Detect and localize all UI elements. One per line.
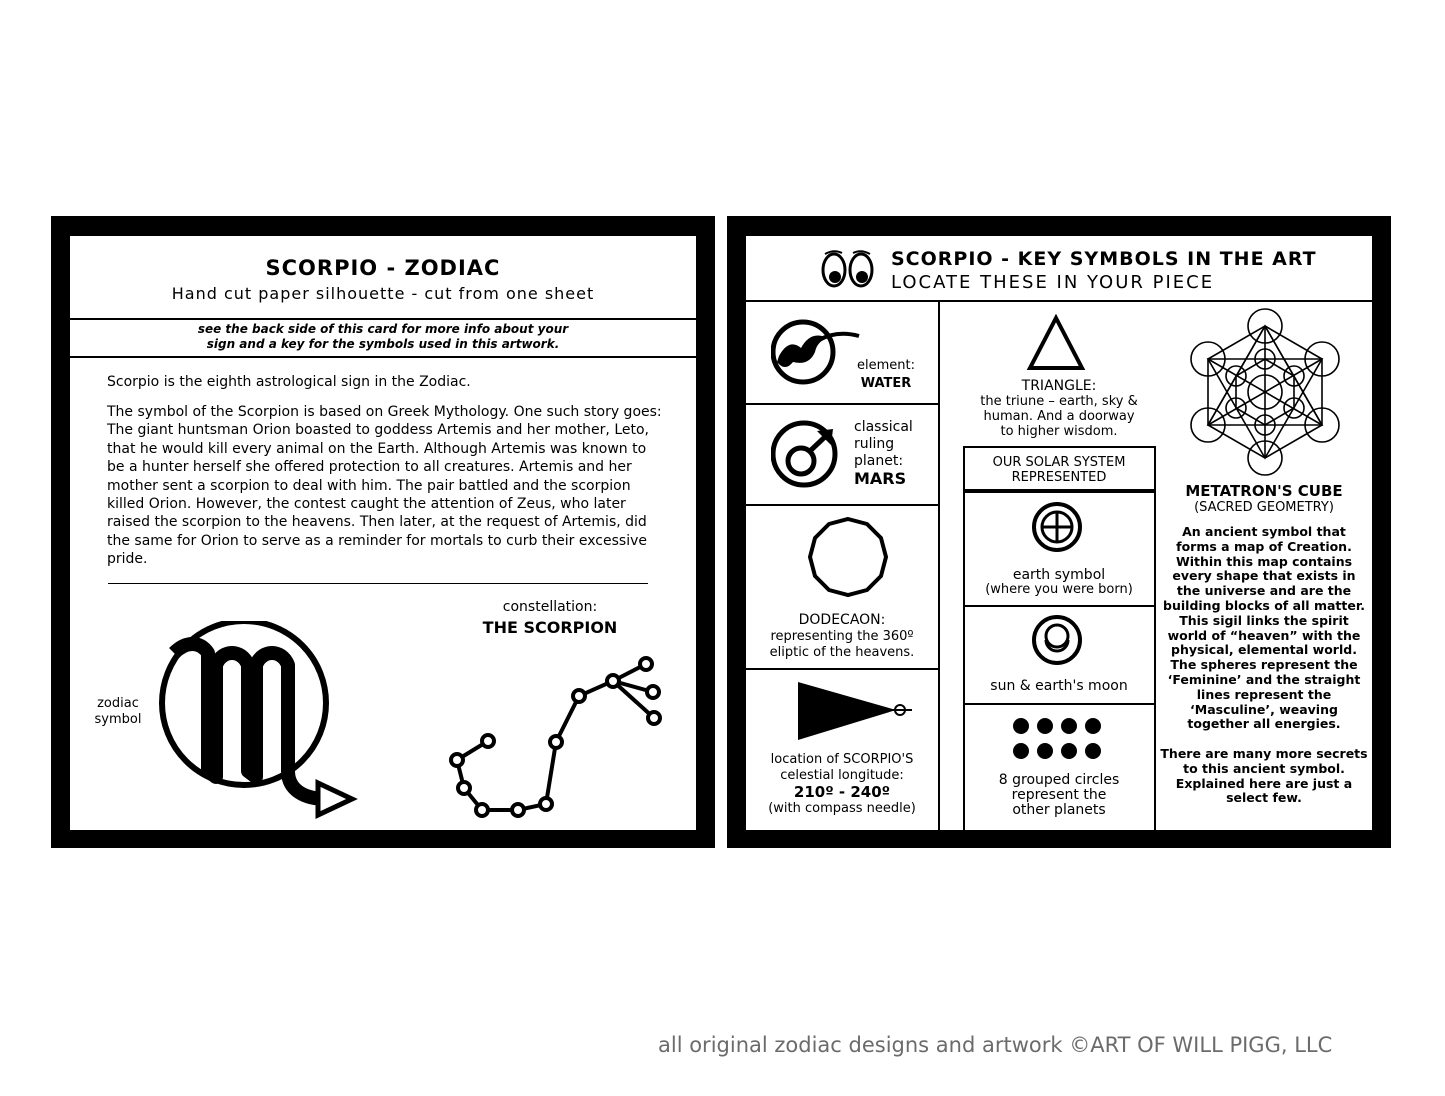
left-card: [51, 216, 715, 848]
metatrons-cube-icon: [1189, 306, 1341, 478]
story-paragraph: The symbol of the Scorpion is based on Greek Mythology. One such story goes: The giant huntsman Orion boasted to goddess Artemis and her mother, Leto, that he would kill every animal on the Earth. Although Artemis was known to be a hunter herself she offered protection to all creatures. Artemis and her mother sent a scorpion to deal with him. The pair battled and the scorpion killed Orion. However, the contest caught the attention of Zeus, who later raised the scorpion to the heavens. Then later, at the request of Artemis, did the same for Orion to serve as a reminder for mortals to curb their excessive pride.: [107, 404, 662, 568]
divider: [108, 583, 648, 584]
triangle-icon: [1026, 314, 1086, 372]
back-side-note-1: see the back side of this card for more info about your: [197, 322, 569, 336]
triangle-title: TRIANGLE:: [1021, 378, 1097, 394]
metatron-line: This sigil links the spirit: [1179, 612, 1349, 628]
compass-needle-icon: [796, 680, 916, 744]
planets-line-1: 8 grouped circles: [998, 772, 1120, 788]
metatron-line: lines represent the: [1196, 686, 1332, 702]
location-note: (with compass needle): [768, 801, 916, 816]
divider: [746, 300, 1372, 302]
right-card-title: SCORPIO - KEY SYMBOLS IN THE ART: [891, 248, 1317, 270]
scorpion-constellation-icon: [440, 628, 670, 828]
left-card-inner: [70, 236, 696, 830]
metatron-line: forms a map of Creation.: [1176, 538, 1352, 554]
metatron-subtitle: (SACRED GEOMETRY): [1194, 500, 1334, 515]
zodiac-label: zodiac symbol: [94, 696, 142, 727]
metatron-line: select few.: [1226, 790, 1302, 806]
metatron-line: An ancient symbol that: [1182, 524, 1346, 539]
divider: [70, 356, 696, 358]
earth-note: (where you were born): [985, 582, 1133, 597]
constellation-name: THE SCORPION: [482, 618, 618, 637]
right-card-subtitle: LOCATE THESE IN YOUR PIECE: [891, 272, 1215, 293]
divider: [746, 504, 938, 506]
mars-icon: [771, 419, 841, 491]
metatron-line: the universe and are the: [1176, 583, 1352, 599]
element-value: WATER: [860, 376, 912, 391]
eyes-icon: [820, 248, 876, 290]
back-side-note-2: sign and a key for the symbols used in this artwork.: [206, 337, 560, 351]
intro-paragraph: Scorpio is the eighth astrological sign in the Zodiac.: [107, 374, 471, 390]
metatron-line: together all energies.: [1187, 716, 1341, 732]
metatron-line: The spheres represent the: [1170, 657, 1358, 673]
metatron-line: world of “heaven” with the: [1167, 627, 1361, 643]
divider: [70, 318, 696, 320]
constellation-label: constellation:: [502, 599, 598, 615]
location-value: 210º - 240º: [793, 783, 891, 801]
copyright-footer: all original zodiac designs and artwork ©ART OF WILL PIGG, LLC: [658, 1033, 1333, 1057]
divider: [963, 489, 1156, 493]
metatron-line: [1156, 732, 1372, 747]
solar-header-1: OUR SOLAR SYSTEM: [992, 455, 1126, 470]
planets-line-2: represent the: [1011, 787, 1107, 803]
scorpio-glyph-icon: [156, 621, 366, 821]
divider: [746, 403, 938, 405]
element-label: element:: [857, 358, 915, 373]
moon-icon: [1030, 612, 1084, 668]
left-card-subtitle: Hand cut paper silhouette - cut from one sheet: [171, 284, 595, 303]
triangle-desc-2: human. And a doorway: [983, 409, 1135, 424]
triangle-desc-3: to higher wisdom.: [1000, 424, 1118, 439]
left-card-title: SCORPIO - ZODIAC: [265, 256, 501, 280]
divider: [746, 668, 938, 670]
planet-label: classical ruling planet: MARS: [854, 419, 934, 487]
right-card: [727, 216, 1391, 848]
metatron-line: building blocks of all matter.: [1163, 597, 1365, 613]
metatron-line: Within this map contains: [1175, 553, 1353, 569]
dodecagon-desc-2: eliptic of the heavens.: [769, 645, 915, 660]
metatron-line: Explained here are just a: [1175, 775, 1353, 791]
earth-label: earth symbol: [1012, 567, 1106, 583]
divider: [963, 605, 1156, 607]
moon-label: sun & earth's moon: [990, 678, 1128, 694]
metatron-line: to this ancient symbol.: [1183, 760, 1345, 776]
earth-symbol-icon: [1030, 500, 1084, 554]
location-line-2: celestial longitude:: [780, 768, 904, 783]
divider: [963, 703, 1156, 705]
planets-line-3: other planets: [1012, 802, 1106, 818]
metatron-title: METATRON'S CUBE: [1185, 482, 1343, 500]
right-card-inner: [746, 236, 1372, 830]
planet-value: MARS: [854, 469, 907, 488]
divider: [963, 446, 1156, 448]
dodecagon-title: DODECAON:: [798, 612, 886, 628]
metatron-line: ‘Masculine’, weaving: [1190, 701, 1338, 717]
triangle-desc-1: the triune – earth, sky &: [980, 394, 1138, 409]
metatron-line: ‘Feminine’ and the straight: [1167, 671, 1361, 687]
solar-header-2: REPRESENTED: [1011, 470, 1107, 485]
planet-dots-icon: [1012, 716, 1108, 762]
dodecagon-icon: [806, 515, 890, 599]
location-line-1: location of SCORPIO'S: [770, 752, 914, 767]
divider: [938, 300, 940, 830]
dodecagon-desc-1: representing the 360º: [770, 629, 914, 644]
metatron-line: physical, elemental world.: [1171, 642, 1357, 658]
metatron-line: There are many more secrets: [1160, 745, 1368, 761]
metatron-description: [1156, 525, 1372, 806]
metatron-line: every shape that exists in: [1172, 568, 1356, 584]
